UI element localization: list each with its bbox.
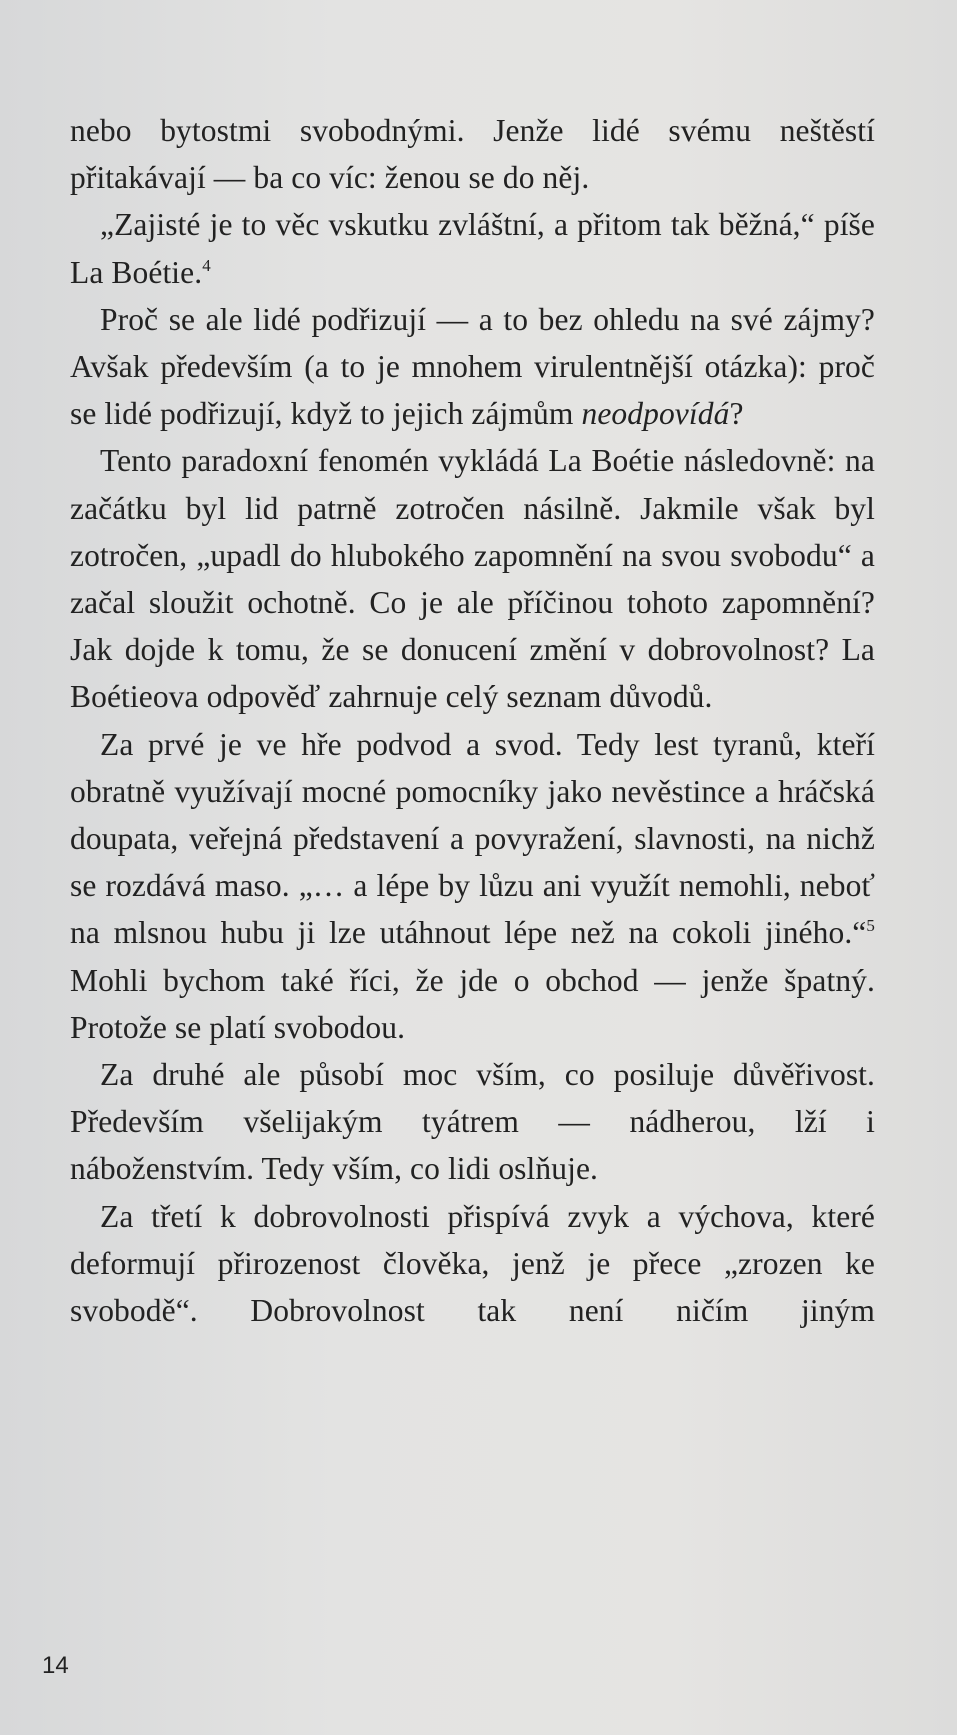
paragraph-7-text: Za třetí k dobrovolnosti přispívá zvyk a výchova, které deformují přirozenost člověka, jenž je přece „zrozen ke svobodě“. Dobrovolnost tak není ničím jiným (70, 1198, 875, 1329)
paragraph-5-text-end: Mohli bychom také říci, že jde o obchod — jenže špatný. Protože se platí svobodou. (70, 962, 875, 1045)
paragraph-3-emphasis: neodpovídá (581, 396, 730, 432)
body-text (70, 107, 875, 1334)
page-number: 14 (42, 1652, 69, 1679)
paragraph-1 (70, 107, 875, 201)
footnote-ref-4: 4 (202, 255, 211, 275)
paragraph-6 (70, 1051, 875, 1193)
paragraph-2 (70, 201, 875, 295)
paragraph-2-text: „Zajisté je to věc vskutku zvláštní, a přitom tak běžná,“ píše La Boétie. (70, 207, 875, 290)
paragraph-3-text: Proč se ale lidé podřizují — a to bez ohledu na své zájmy? Avšak především (a to je mnohem virulentnější otázka): proč se lidé podřizují, když to jejich zájmům (70, 301, 875, 432)
paragraph-5-text: Za prvé je ve hře podvod a svod. Tedy lest tyranů, kteří obratně využívají mocné pomocníky jako nevěstince a hráčská doupata, veřejná představení a povyražení, slavnosti, na nichž se rozdává maso. „… a lépe by lůzu ani využít nemohli, neboť na mlsnou hubu ji lze utáhnout lépe než na cokoli jiného.“ (70, 726, 875, 951)
paragraph-5 (70, 721, 875, 1051)
paragraph-7 (70, 1193, 875, 1335)
paragraph-1-text: nebo bytostmi svobodnými. Jenže lidé svému neštěstí přitakávají — ba co víc: ženou se do něj. (70, 113, 875, 196)
paragraph-4-text: Tento paradoxní fenomén vykládá La Boétie následovně: na začátku byl lid patrně zotročen násilně. Jakmile však byl zotročen, „upadl do hlubokého zapomnění na svou svobodu“ a začal sloužit ochotně. Co je ale příčinou tohoto zapomnění? Jak dojde k tomu, že se donucení změní v dobrovolnost? La Boétieova odpověď zahrnuje celý seznam důvodů. (70, 443, 875, 715)
paragraph-3-text-end: ? (729, 396, 744, 432)
paragraph-6-text: Za druhé ale působí moc vším, co posiluje důvěřivost. Především všelijakým tyátrem — nádherou, lží i náboženstvím. Tedy vším, co lidi oslňuje. (70, 1057, 875, 1187)
paragraph-4 (70, 437, 875, 720)
footnote-ref-5: 5 (866, 916, 875, 936)
paragraph-3 (70, 296, 875, 438)
